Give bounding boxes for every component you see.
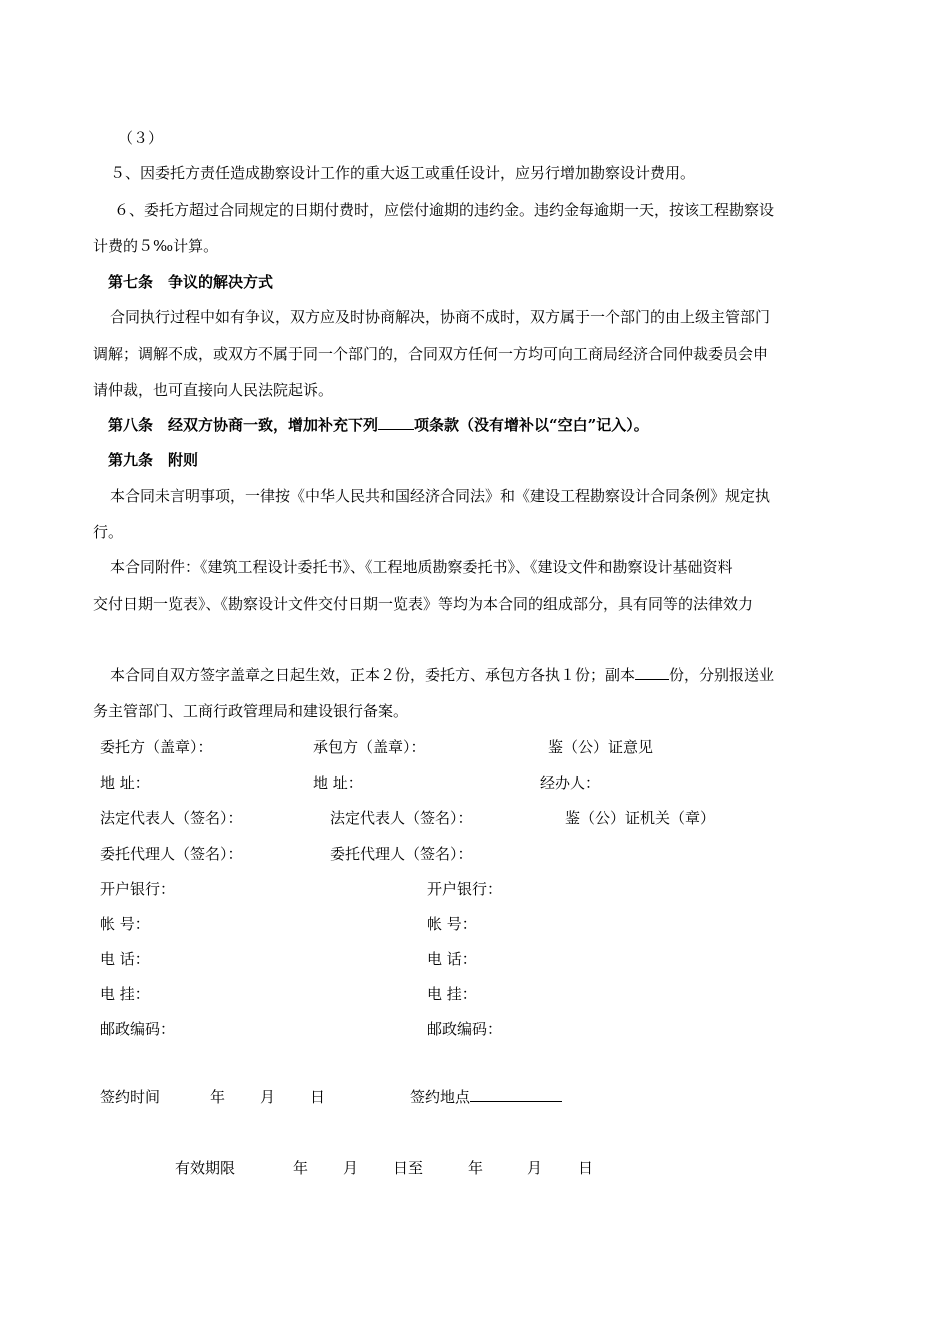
- article-8-blank: [378, 415, 414, 430]
- article-7-line-1: 合同执行过程中如有争议，双方应及时协商解决，协商不成时，双方属于一个部门的由上级主管部门: [110, 308, 771, 326]
- effective-text-post: 份，分别报送业: [669, 666, 775, 684]
- article-9-line-2: 行。: [93, 523, 124, 541]
- article-8-text-pre: 第八条 经双方协商一致，增加补充下列: [108, 416, 379, 434]
- signing-time-label: 签约时间: [100, 1088, 161, 1106]
- contractor-bank-label: 开户银行：: [427, 880, 503, 898]
- effective-line-1: [110, 665, 774, 685]
- attachments-line-2: 交付日期一览表》、《勘察设计文件交付日期一览表》等均为本合同的组成部分，具有同等的法律效力: [93, 595, 754, 613]
- signing-month-label: 月: [260, 1088, 276, 1106]
- client-bank-label: 开户银行：: [100, 880, 176, 898]
- notary-opinion-label: 鉴（公）证意见: [548, 738, 654, 756]
- contractor-phone-label: 电 话：: [427, 950, 477, 968]
- validity-end-day: 日: [578, 1159, 594, 1177]
- effective-line-2: 务主管部门、工商行政管理局和建设银行备案。: [93, 702, 409, 720]
- validity-start-day-to: 日至: [393, 1159, 424, 1177]
- effective-text-pre: 本合同自双方签字盖章之日起生效，正本２份，委托方、承包方各执１份；副本: [110, 666, 636, 684]
- client-telegraph-label: 电 挂：: [100, 985, 150, 1003]
- validity-end-month: 月: [527, 1159, 543, 1177]
- signing-place-blank: [470, 1087, 562, 1102]
- clause-5-text: ５、因委托方责任造成勘察设计工作的重大返工或重任设计，应另行增加勘察设计费用。: [110, 164, 696, 182]
- client-phone-label: 电 话：: [100, 950, 150, 968]
- contractor-postcode-label: 邮政编码：: [427, 1020, 503, 1038]
- article-8-heading: [108, 415, 649, 435]
- client-legal-rep-label: 法定代表人（签名）：: [100, 809, 243, 827]
- article-7-heading: 第七条 争议的解决方式: [108, 273, 274, 291]
- client-postcode-label: 邮政编码：: [100, 1020, 176, 1038]
- contractor-address-label: 地 址：: [313, 774, 363, 792]
- validity-label: 有效期限: [175, 1159, 236, 1177]
- clause-6-line-2: 计费的５‰计算。: [93, 237, 219, 255]
- article-7-line-3: 请仲裁，也可直接向人民法院起诉。: [93, 381, 334, 399]
- item-3-number: （３）: [118, 129, 164, 147]
- copies-blank: [635, 665, 669, 680]
- attachments-line-1: 本合同附件：《建筑工程设计委托书》、《工程地质勘察委托书》、《建设文件和勘察设计基础资料: [110, 558, 733, 576]
- article-8-text-post: 项条款（没有增补以“空白”记入）。: [414, 416, 649, 434]
- article-9-heading: 第九条 附则: [108, 451, 199, 469]
- contractor-account-label: 帐 号：: [427, 915, 477, 933]
- article-9-line-1: 本合同未言明事项，一律按《中华人民共和国经济合同法》和《建设工程勘察设计合同条例》规定执: [110, 487, 771, 505]
- signing-day-label: 日: [310, 1088, 326, 1106]
- signing-place: [410, 1087, 562, 1107]
- signing-place-label: 签约地点: [410, 1088, 471, 1106]
- validity-end-year: 年: [468, 1159, 484, 1177]
- article-7-line-2: 调解；调解不成，或双方不属于同一个部门的，合同双方任何一方均可向工商局经济合同仲裁委员会申: [93, 345, 769, 363]
- signing-year-label: 年: [210, 1088, 226, 1106]
- handler-label: 经办人：: [540, 774, 601, 792]
- clause-6-line-1: ６、委托方超过合同规定的日期付费时，应偿付逾期的违约金。违约金每逾期一天，按该工程勘察设: [114, 201, 775, 219]
- client-account-label: 帐 号：: [100, 915, 150, 933]
- contractor-legal-rep-label: 法定代表人（签名）：: [330, 809, 473, 827]
- client-address-label: 地 址：: [100, 774, 150, 792]
- validity-start-month: 月: [343, 1159, 359, 1177]
- client-agent-label: 委托代理人（签名）：: [100, 845, 243, 863]
- notary-org-label: 鉴（公）证机关（章）: [565, 809, 716, 827]
- client-seal-label: 委托方（盖章）：: [100, 738, 213, 756]
- contractor-telegraph-label: 电 挂：: [427, 985, 477, 1003]
- validity-start-year: 年: [293, 1159, 309, 1177]
- contractor-agent-label: 委托代理人（签名）：: [330, 845, 473, 863]
- contractor-seal-label: 承包方（盖章）：: [313, 738, 426, 756]
